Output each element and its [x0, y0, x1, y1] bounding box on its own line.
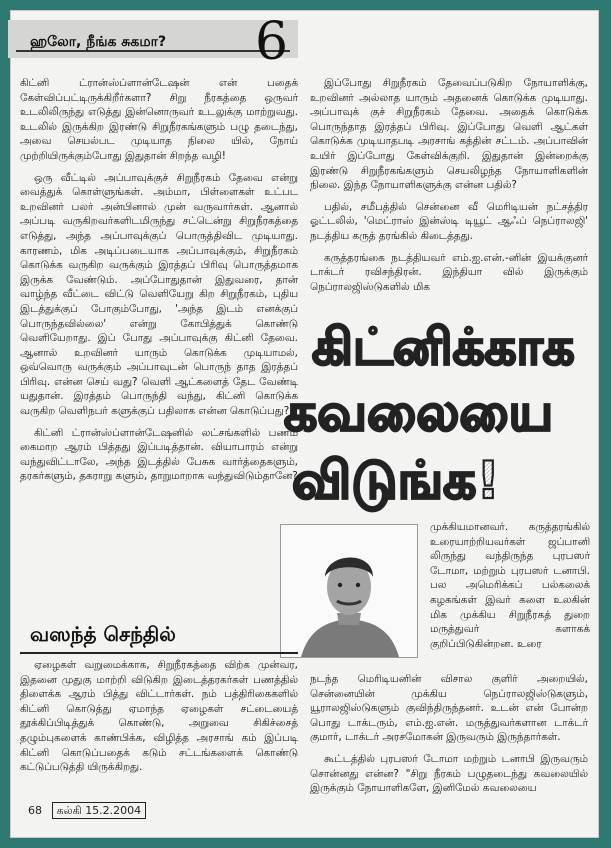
page-number: 68: [28, 804, 42, 817]
byline: வஸந்த் செந்தில்: [30, 622, 176, 646]
headline-line-1: கிட்னிக்காக: [312, 318, 575, 376]
paragraph: இப்போது சிறுநீரகம் தேவைப்படுகிற நோயாளிக்கு, உறவினர் அல்லாத யாரும் அதனைக் கொடுக்க முடியாது. அப்பாவுக் குச் சிறுநீரகம் தேவை. அதைக் கொடுக்க பொருந்தாத இரத்தப் பிரிவு. இப்போது வெளி ஆட்கள் கொடுக்க முடியாதபடி அரசாங் கத்தின் சட்டம். அப்பாவின் உயிர் இப்போது கேள்விக்குறி. இதுதான் இன்றைக்கு இரண்டு சிறுநீரகங்களும் செயலிழந்த நோயாளிகளின் நிலை. இந்த நோயாளிகளுக்கு என்ன பதில்?: [310, 77, 588, 192]
headline-line-3: விடுங்க!: [292, 451, 501, 511]
issue-date: 15.2.2004: [85, 804, 142, 817]
series-title: ஹலோ, நீங்க சுகமா?: [30, 34, 167, 50]
paragraph: பதில், சமீபத்தில் சென்னை வீ மெரிடியன் நட்சத்திர ஓட்டலில், 'மெட்ராஸ் இன்ஸ்டி டியூட் ஆஃப் நெப்ராலஜி' நடத்திய கருத் தரங்கில் கிடைத்தது.: [310, 200, 588, 242]
article-column-left-lower: [20, 658, 298, 782]
magazine-issue: [52, 802, 147, 819]
author-photo: [280, 524, 418, 658]
article-column-photo-side: [430, 520, 590, 658]
paragraph: கிட்னி ட்ரான்ஸ்ப்ளான்டேஷனில் லட்சங்களில் பணம் கைமாற ஆரம் பித்தது இப்படித்தான். வியாபாரம் என்று வந்துவிட்டாலே, அந்த இடத்தில் பேசுக வார்த்தைகளும், தரகர்களும், தகராறு களும், தாறுமாறாக வந்துவிடும்தானே?: [20, 426, 298, 483]
paragraph: கருத்தரங்கை நடத்தியவர் எம்.ஐ.என்.-னின் இயக்குனர் டாக்டர் ரவிசந்திரன். இந்தியா வில் இருக்கும் நெப்ராலஜிஸ்டுகளில் மிக: [310, 251, 588, 293]
article-column-right: [310, 76, 588, 301]
series-number: 6: [255, 12, 289, 72]
byline-rule: [20, 652, 298, 654]
paragraph: முக்கியமானவர். கருத்தரங்கில் உரையாற்றியவர்கள் ஜப்பானி லிருந்து வந்திருந்த புரபஸர் டோமா, மற்றும் புரபஸர் டனாபி. பல அமெரிக்கப் பல்கலைக் கழகங்கள் இவர் களை உலகின் மிக முக்கிய சிறுநீரகத் துறை மருத்துவர் களாகக் குறிப்பிடுகின்றன. உரை: [430, 521, 590, 650]
paragraph: கிட்னி ட்ரான்ஸ்ப்ளான்டேஷன் என் பதைக் கேள்விப்பட்டிருக்கிறீர்களா? சிறு நீரகத்தை ஒருவர் உடலிலிருந்து எடுத்து இன்னொருவர் உடலுக்கு மாற்றுவது. உடலில் இருக்கிற இரண்டு சிறுநீரகங்களும் பழு தடைந்து, அவை செயல்பட முடியாத நிலை யில், நோய் முற்றியிருக்கும்போது இதுதான் சிறந்த வழி!: [20, 77, 298, 162]
article-column-right-lower: [310, 672, 588, 803]
headline: [278, 302, 596, 514]
magazine-name: கல்கி: [56, 804, 82, 817]
paragraph: நடந்த மெரிடியனின் விசால குளிர் அறையில், சென்னையின் முக்கிய நெப்ராலஜிஸ்டுகளும், யூராலஜிஸ்டுகளும் குவிந்திருந்தனர். உடன் என் போன்ற பொது டாக்டரும், எம்.ஐ.என். மருத்துவர்களான டாக்டர் குமார், டாக்டர் அரசமோகன் இருவரும் இருந்தார்கள்.: [310, 673, 588, 744]
paragraph: ஒரு வீட்டில் அப்பாவுக்குச் சிறுநீரகம் தேவை என்று வைத்துக் கொள்ளுங்கள். அம்மா, பிள்ளைகள் உட்பட உறவினர் பலர் அன்பினால் முன் வருவார்கள். ஆனால் அப்படி வருகிறவர்களிடமிருந்து சட்டென்று சிறுநீரகத்தை எடுத்து, அந்த அப்பாவுக்குப் பொருத்திவிட முடியாது. காரணம், மிக அடிப்படையாக அப்பாவுக்கும், சிறுநீரகம் கொடுக்க வருகிற வருக்கும் இரத்தப் பிரிவு பொருத்தமாக இருக்க வேண்டும். அப்போதுதான் இதுவரை, தான் வாழ்ந்த வீட்டை விட்டு வெளியேறு கிற சிறுநீரகம், புதிய இடத்துக்குப் போகும்போது, 'அந்த இடம் எனக்குப் பொருந்தவில்லை' என்று கோபித்துக் கொண்டு வெளியேறாது. இப் போது அப்பாவுக்கு கிட்னி தேவை. ஆனால் உறவினர் யாரும் கொடுக்க முடியாமல், ஒவ்வொரு வருக்கும் அப்பாவுடன் பொருந் தாத இரத்தப் பிரிவு. என்ன செய் வது? வெளி ஆட்களைத் தேட வேண்டி யதுதான். இரத்தம் பொருந்தி வந்து, கிட்னி கொடுக்க வருகிற வெளிநபர் களுக்குப் பதிலாக என்ன கொடுப்பது?: [20, 171, 298, 418]
article-column-left: [20, 76, 298, 491]
page-footer: [28, 804, 146, 819]
paragraph: கூட்டத்தில் புரபஸர் டோமா மற்றும் டனாபி இருவரும் சொன்னது என்ன? "சிறு நீரகம் பழுதடைந்து கவலையில் இருக்கும் நோயாளிகளே, இனிமேல் கவலையை: [310, 752, 588, 795]
paragraph: ஏழைகள் வறுமைக்காக, சிறுநீரகத்தை விற்க முன்வர, இதனை முதுகு மாற்றி விடுகிற இடைத்தரகர்கள் பணத்தில் திளைக்க ஆரம் பித்து விட்டார்கள். நம் பத்திரிகைகளில் கிட்னி கொடுத்து ஏமாந்த ஏழைகள் சட்டையைத் தூக்கிப்பிடித்துக் கொண்டு, அறுவை சிகிச்சைத் தழும்புகளைக் காண்பிக்க, விழித்த அரசாங் கம் இப்படி கிட்னி கொடுப்பதைக் கடும் சட்டங்களைக் கொண்டு கட்டுப்படுத்தி யிருக்கிறது.: [20, 659, 298, 774]
headline-line-2: கவலையை: [284, 383, 554, 443]
